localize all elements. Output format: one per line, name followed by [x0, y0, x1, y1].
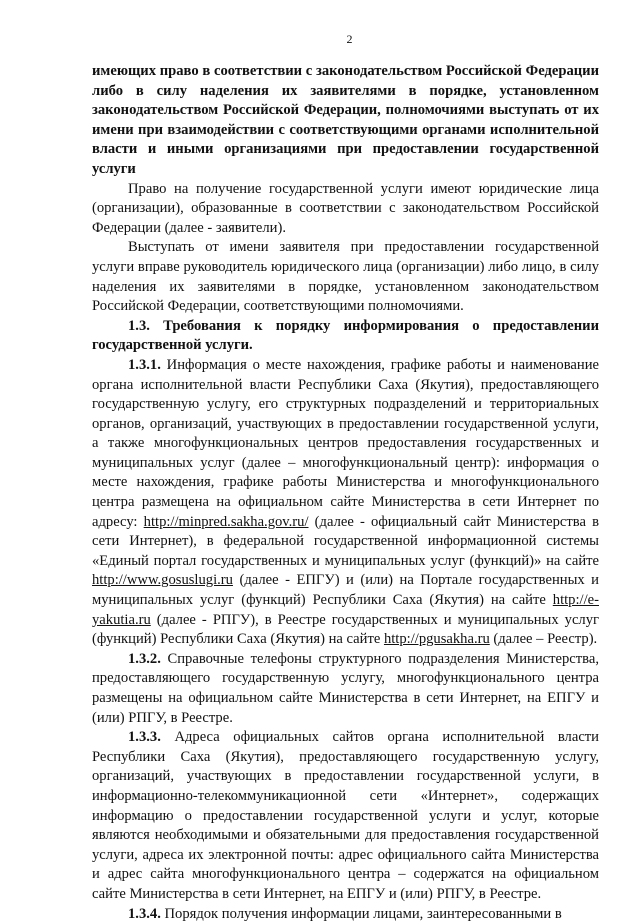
clause-text: (далее - ЕПГУ) и (или) на Портале государственных и муниципальных услуг (функций) Республики Саха (Якутия) на сайте: [92, 572, 599, 609]
link-pgusakha[interactable]: http://pgusakha.ru: [383, 631, 490, 648]
link-e-yakutia[interactable]: http://e-yakutia.ru: [92, 592, 599, 628]
clause-text: (далее - официальный сайт Министерства в сети Интернет), в федеральной государственной информационной системы «Единый портал государственных и муниципальных услуг (функций)» на сайте: [92, 513, 599, 569]
clause-text: Адреса официальных сайтов органа исполнительной власти Республики Саха (Якутия), предоставляющего государственную услугу, организаций, участвующих в предоставлении государственной услуги, в информационно-телекоммуникационной сети «Интернет», содержащих информацию о предоставлении государственной услуги и услуг, которые являются необходимыми и обязательными для предоставления государственной услуги, адреса их электронной почты: адрес официального сайта Министерства и адрес сайта многофункционального центра – содержатся на официальном сайте Министерства в сети Интернет, на ЕПГУ и (или) РПГУ, в Реестре.: [92, 729, 599, 902]
clause-text: (далее - РПГУ), в Реестре государственных и муниципальных услуг (функций) Республики Саха (Якутия) на сайте: [92, 611, 599, 648]
paragraph-1-3-1: [92, 356, 599, 650]
paragraph-1-3-4: [92, 905, 599, 924]
page-number: 2: [346, 32, 353, 46]
paragraph-applicants: Право на получение государственной услуги имеют юридические лица (организации), образованные в соответствии с законодательством Российской Федерации (далее - заявители).: [92, 180, 599, 236]
clause-number: 1.3.3.: [128, 729, 161, 746]
link-minpred[interactable]: http://minpred.sakha.gov.ru/: [143, 513, 309, 530]
paragraph-1-3-2: [92, 650, 599, 728]
clause-number: 1.3.4.: [128, 905, 161, 922]
clause-text: Порядок получения информации лицами, заинтересованными в: [160, 905, 562, 922]
section-heading-1-3: 1.3. Требования к порядку информирования о предоставлении государственной услуги.: [92, 317, 599, 354]
clause-text: Информация о месте нахождения, графике работы и наименование органа исполнительной власти Республики Саха (Якутия), предоставляющего государственную услугу, его структурных подразделений и территориальных органов, организаций, участвующих в предоставлении государственной услуги, а также многофункциональных центров предоставления государственных и муниципальных услуг (далее – многофункциональный центр): информация о месте нахождения, графике работы Министерства и многофункционального центра размещена на официальном сайте Министерства в сети Интернет по адресу:: [92, 356, 599, 530]
clause-number: 1.3.2.: [128, 650, 161, 667]
heading-continuation: имеющих право в соответствии с законодательством Российской Федерации либо в силу наделения их заявителями в порядке, установленном законодательством Российской Федерации, полномочиями выступать от их имени при взаимодействии с соответствующими органами исполнительной власти и иными организациями при предоставлении государственной услуги: [92, 63, 599, 177]
clause-text: Справочные телефоны структурного подразделения Министерства, предоставляющего государственную услугу, многофункционального центра размещены на официальном сайте Министерства в сети Интернет, на ЕПГУ и (или) РПГУ, в Реестре.: [92, 650, 599, 726]
link-gosuslugi[interactable]: http://www.gosuslugi.ru: [92, 572, 233, 589]
clause-text: (далее – Реестр).: [489, 631, 598, 648]
clause-number: 1.3.1.: [128, 356, 161, 373]
paragraph-representatives: Выступать от имени заявителя при предоставлении государственной услуги вправе руководитель юридического лица (организации) либо лицо, в силу наделения их заявителями в порядке, установленном законодательством Российской Федерации, соответствующими полномочиями.: [92, 239, 599, 315]
paragraph-1-3-3: [92, 728, 599, 904]
